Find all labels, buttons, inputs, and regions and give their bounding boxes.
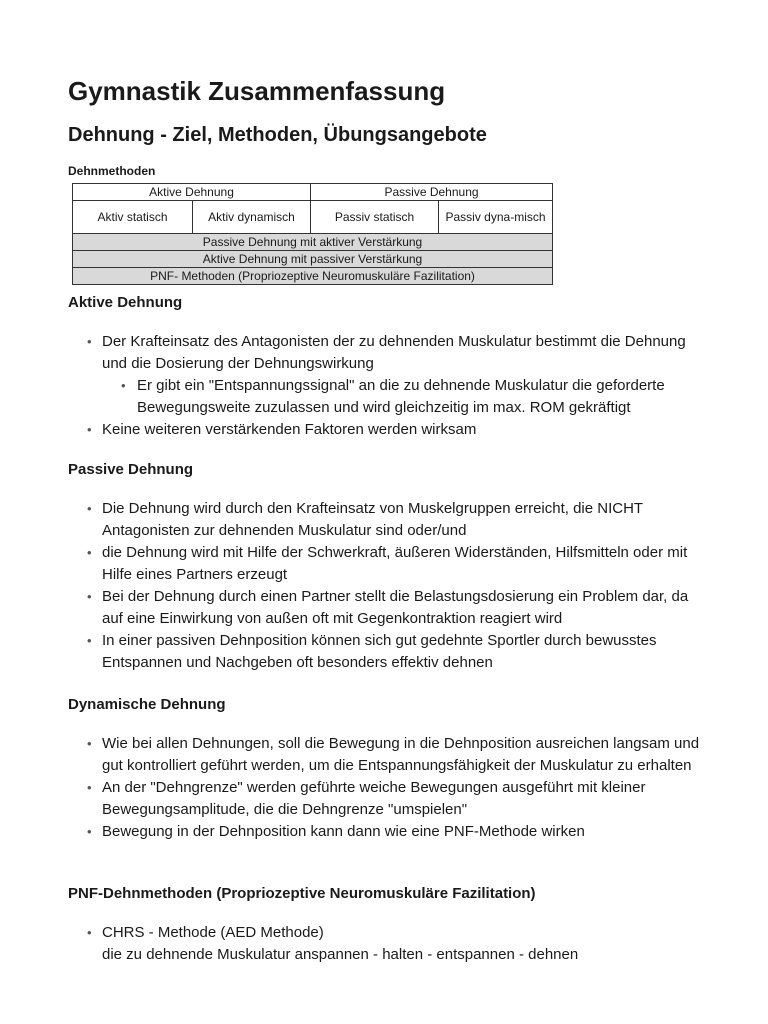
- section-heading: PNF-Dehnmethoden (Propriozeptive Neuromuskuläre Fazilitation): [68, 885, 536, 902]
- table-subheader-row: [73, 201, 553, 234]
- bullet-list: [68, 733, 708, 843]
- header-passive: Passive Dehnung: [311, 184, 553, 201]
- cell-aktiv-dynamisch: Aktiv dynamisch: [193, 201, 311, 234]
- document-subtitle: Dehnung - Ziel, Methoden, Übungsangebote: [68, 124, 487, 146]
- list-item-text: CHRS - Methode (AED Methode): [102, 924, 324, 941]
- section-passive-dehnung: [68, 461, 708, 674]
- list-item: [68, 630, 708, 674]
- cell-aktiv-statisch: Aktiv statisch: [73, 201, 193, 234]
- list-item-text: Bewegung in der Dehnposition kann dann wie eine PNF-Methode wirken: [102, 823, 585, 840]
- table-header-row: [73, 184, 553, 201]
- table-caption: Dehnmethoden: [68, 164, 156, 178]
- bullet-list: [68, 331, 708, 441]
- list-item: [68, 498, 708, 542]
- list-item-text: Wie bei allen Dehnungen, soll die Bewegung in die Dehnposition ausreichen langsam und gut kontrolliert geführt werden, um die Entspannungsfähigkeit der Muskulatur zu erhalten: [102, 735, 700, 774]
- list-item: [68, 777, 708, 821]
- dehnmethoden-table: [72, 183, 553, 285]
- section-heading: Passive Dehnung: [68, 461, 194, 478]
- list-item-text: Er gibt ein "Entspannungssignal" an die zu dehnende Muskulatur die geforderte Bewegungsweite zuzulassen und wird gleichzeitig im max. ROM gekräftigt: [137, 377, 665, 416]
- row-aktive-passive-verstaerkung: Aktive Dehnung mit passiver Verstärkung: [73, 251, 553, 268]
- bullet-list: [68, 922, 708, 966]
- cell-passiv-dynamisch: Passiv dyna-misch: [439, 201, 553, 234]
- list-item-text: In einer passiven Dehnposition können sich gut gedehnte Sportler durch bewusstes Entspannen und Nachgeben oft besonders effektiv dehnen: [102, 632, 657, 671]
- document-title: Gymnastik Zusammenfassung: [68, 76, 446, 106]
- list-item-text: An der "Dehngrenze" werden geführte weiche Bewegungen ausgeführt mit kleiner Bewegungsamplitude, die die Dehngrenze "umspielen": [102, 779, 646, 818]
- list-item-text: Die Dehnung wird durch den Krafteinsatz von Muskelgruppen erreicht, die NICHT Antagonisten zur dehnenden Muskulatur sind oder/und: [102, 500, 643, 539]
- list-item-text: die Dehnung wird mit Hilfe der Schwerkraft, äußeren Widerständen, Hilfsmitteln oder mit Hilfe eines Partners erzeugt: [102, 544, 688, 583]
- list-item: [68, 542, 708, 586]
- list-item: [68, 586, 708, 630]
- row-passive-aktive-verstaerkung: Passive Dehnung mit aktiver Verstärkung: [73, 234, 553, 251]
- list-item: [102, 375, 708, 419]
- header-active: Aktive Dehnung: [73, 184, 311, 201]
- list-item: [68, 733, 708, 777]
- cell-passiv-statisch: Passiv statisch: [311, 201, 439, 234]
- section-pnf-dehnmethoden: [68, 885, 708, 966]
- list-item-text: Keine weiteren verstärkenden Faktoren werden wirksam: [102, 421, 477, 438]
- section-heading: Dynamische Dehnung: [68, 696, 226, 713]
- list-item: [68, 331, 708, 419]
- bullet-list: [68, 498, 708, 674]
- list-item: [68, 922, 708, 966]
- section-heading: Aktive Dehnung: [68, 294, 183, 311]
- list-item: [68, 821, 708, 843]
- section-aktive-dehnung: [68, 294, 708, 441]
- sub-bullet-list: [102, 375, 708, 419]
- list-item-continuation: die zu dehnende Muskulatur anspannen - halten - entspannen - dehnen: [102, 946, 579, 963]
- list-item-text: Der Krafteinsatz des Antagonisten der zu dehnenden Muskulatur bestimmt die Dehnung und die Dosierung der Dehnungswirkung: [102, 333, 686, 372]
- list-item: [68, 419, 708, 441]
- section-dynamische-dehnung: [68, 696, 708, 843]
- list-item-text: Bei der Dehnung durch einen Partner stellt die Belastungsdosierung ein Problem dar, da auf eine Einwirkung von außen oft mit Gegenkontraktion reagiert wird: [102, 588, 689, 627]
- row-pnf-methoden: PNF- Methoden (Propriozeptive Neuromuskuläre Fazilitation): [73, 268, 553, 285]
